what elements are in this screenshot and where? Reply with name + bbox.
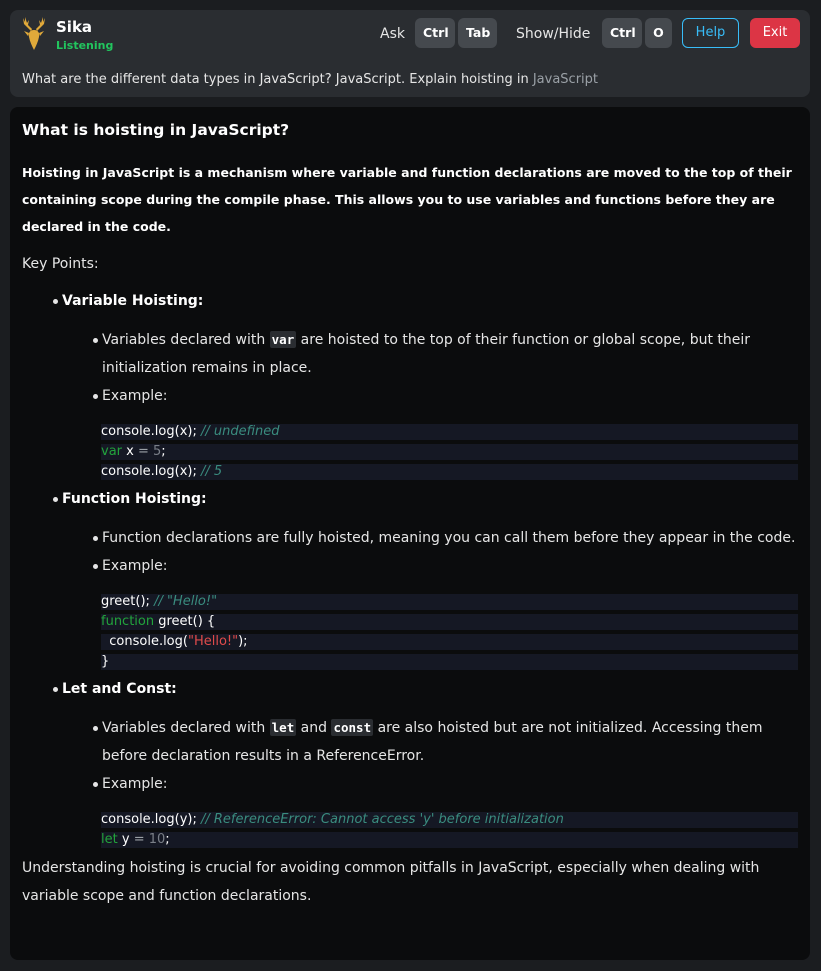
bullet — [93, 338, 98, 343]
bullet — [53, 497, 58, 502]
desc-text: are also hoisted but are not initialized. Accessing them before declaration results in a ReferenceError. — [102, 720, 763, 764]
answer-intro: Hoisting in JavaScript is a mechanism where variable and function declarations are moved to the top of their containing scope during the compile phase. This allows you to use variables and functions before they are declared in the code. — [22, 165, 792, 234]
code-line: console.log(x); // undefined — [101, 424, 798, 440]
desc-text: Variables declared with — [102, 332, 270, 348]
example-label: Example: — [102, 558, 168, 574]
top-bar — [10, 10, 810, 97]
ask-key-tab: Tab — [458, 18, 497, 48]
ask-hotkey-label: Ask — [380, 26, 405, 42]
example-label: Example: — [102, 776, 168, 792]
variable-hoisting-description — [102, 326, 792, 382]
key-points-label: Key Points: — [22, 256, 99, 272]
example-label: Example: — [102, 388, 168, 404]
code-line: console.log(y); // ReferenceError: Cannot access 'y' before initialization — [101, 812, 798, 828]
answer-conclusion: Understanding hoisting is crucial for avoiding common pitfalls in JavaScript, especially when dealing with variable scope and function declarations. — [22, 860, 760, 904]
status-indicator: Listening — [56, 39, 114, 52]
inline-code-var: var — [271, 332, 295, 347]
answer-title: What is hoisting in JavaScript? — [22, 121, 290, 139]
bullet — [93, 564, 98, 569]
inline-code-let: let — [271, 720, 295, 735]
bullet — [93, 782, 98, 787]
code-line: console.log("Hello!"); — [101, 634, 798, 650]
transcript-main: What are the different data types in JavaScript? JavaScript. Explain hoisting in — [22, 72, 533, 87]
showhide-key-ctrl: Ctrl — [602, 18, 642, 48]
section-heading-let-const: Let and Const: — [62, 681, 177, 697]
bullet — [53, 299, 58, 304]
code-line: var x = 5; — [101, 444, 798, 460]
code-line: function greet() { — [101, 614, 798, 630]
showhide-key-o: O — [645, 18, 672, 48]
answer-panel — [10, 107, 810, 960]
bullet — [93, 726, 98, 731]
showhide-hotkey-label: Show/Hide — [516, 26, 591, 42]
let-const-description — [102, 714, 802, 770]
desc-text: and — [296, 720, 332, 736]
code-line: let y = 10; — [101, 832, 798, 848]
code-line: } — [101, 654, 798, 670]
section-heading-function-hoisting: Function Hoisting: — [62, 491, 207, 507]
help-button[interactable]: Help — [682, 18, 739, 48]
desc-text: Variables declared with — [102, 720, 270, 736]
exit-button[interactable]: Exit — [750, 18, 800, 48]
deer-head-icon — [20, 16, 48, 54]
app-name: Sika — [56, 18, 93, 36]
ask-key-ctrl: Ctrl — [415, 18, 455, 48]
desc-text: are hoisted to the top of their function or global scope, but their initialization remains in place. — [102, 332, 751, 376]
code-line: console.log(x); // 5 — [101, 464, 798, 480]
function-hoisting-description: Function declarations are fully hoisted, meaning you can call them before they appear in the code. — [102, 530, 796, 546]
bullet — [93, 536, 98, 541]
bullet — [53, 687, 58, 692]
code-line: greet(); // "Hello!" — [101, 594, 798, 610]
transcript-text — [22, 72, 598, 87]
inline-code-const: const — [333, 720, 372, 735]
transcript-pending: JavaScript — [532, 72, 599, 87]
section-heading-variable-hoisting: Variable Hoisting: — [62, 293, 204, 309]
bullet — [93, 394, 98, 399]
